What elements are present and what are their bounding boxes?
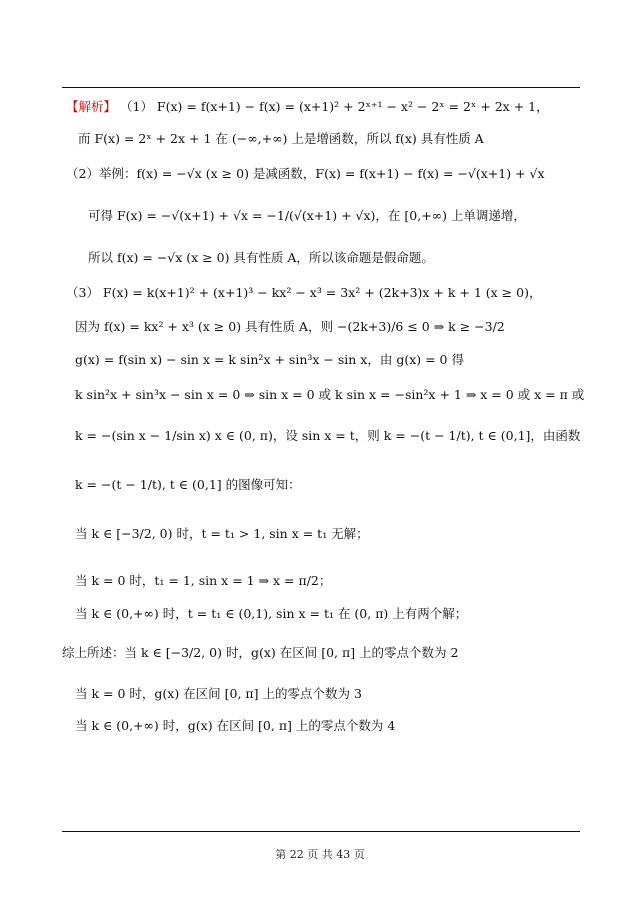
line-text: 可得 F(x) = −√(x+1) + √x = −1/(√(x+1) + √x)，在 [0,+∞) 上单调递增， <box>88 208 526 223</box>
solution-tag: 【解析】 <box>66 99 117 114</box>
solution-line-1 <box>66 99 549 115</box>
solution-line-15 <box>62 645 459 661</box>
line-text: （3） F(x) = k(x+1)² + (x+1)³ − kx² − x³ = 3x² + (2k+3)x + k + 1 (x ≥ 0)， <box>66 285 542 300</box>
line-text: 当 k ∈ [−3/2, 0) 时，t = t₁ > 1, sin x = t₁ 无解； <box>75 526 369 541</box>
line-text: g(x) = f(sin x) − sin x = k sin²x + sin³x − sin x，由 g(x) = 0 得 <box>75 352 464 367</box>
bottom-rule <box>62 831 580 832</box>
solution-line-4 <box>88 208 526 224</box>
line-text: 综上所述：当 k ∈ [−3/2, 0) 时，g(x) 在区间 [0, π] 上的零点个数为 2 <box>62 645 459 660</box>
solution-line-7 <box>75 319 505 335</box>
solution-line-14 <box>75 606 467 622</box>
top-rule <box>62 87 580 88</box>
line-text: 当 k = 0 时，t₁ = 1, sin x = 1 ⇒ x = π/2； <box>75 573 332 588</box>
line-text: （1） F(x) = f(x+1) − f(x) = (x+1)² + 2ˣ⁺¹ − x² − 2ˣ = 2ˣ + 2x + 1， <box>120 99 549 114</box>
solution-line-2 <box>78 131 484 147</box>
line-text: k = −(sin x − 1/sin x) x ∈ (0, π)，设 sin x = t，则 k = −(t − 1/t), t ∈ (0,1]，由函数 <box>75 428 581 443</box>
solution-line-3 <box>66 166 545 182</box>
line-text: k sin²x + sin³x − sin x = 0 ⇒ sin x = 0 或 k sin x = −sin²x + 1 ⇒ x = 0 或 x = π 或 <box>75 387 585 402</box>
solution-line-10 <box>75 428 580 444</box>
solution-line-6 <box>66 285 541 301</box>
line-text: 所以 f(x) = −√x (x ≥ 0) 具有性质 A，所以该命题是假命题。 <box>88 250 434 265</box>
line-text: （2）举例：f(x) = −√x (x ≥ 0) 是减函数，F(x) = f(x+1) − f(x) = −√(x+1) + √x <box>66 166 545 181</box>
solution-line-12 <box>75 526 369 542</box>
line-text: k = −(t − 1/t), t ∈ (0,1] 的图像可知： <box>75 477 301 492</box>
solution-line-16 <box>75 686 362 702</box>
page-footer: 第 22 页 共 43 页 <box>275 848 365 861</box>
solution-line-5 <box>88 250 434 266</box>
line-text: 当 k = 0 时，g(x) 在区间 [0, π] 上的零点个数为 3 <box>75 686 362 701</box>
solution-line-8 <box>75 352 464 368</box>
solution-line-17 <box>75 718 395 734</box>
line-text: 当 k ∈ (0,+∞) 时，g(x) 在区间 [0, π] 上的零点个数为 4 <box>75 718 396 733</box>
line-text: 当 k ∈ (0,+∞) 时，t = t₁ ∈ (0,1), sin x = t₁ 在 (0, π) 上有两个解； <box>75 606 468 621</box>
solution-line-13 <box>75 573 331 589</box>
line-text: 而 F(x) = 2ˣ + 2x + 1 在 (−∞,+∞) 上是增函数，所以 f(x) 具有性质 A <box>78 131 484 146</box>
line-text: 因为 f(x) = kx² + x³ (x ≥ 0) 具有性质 A，则 −(2k+3)/6 ≤ 0 ⇒ k ≥ −3/2 <box>75 319 505 334</box>
solution-line-9 <box>75 387 584 403</box>
solution-line-11 <box>75 477 301 493</box>
